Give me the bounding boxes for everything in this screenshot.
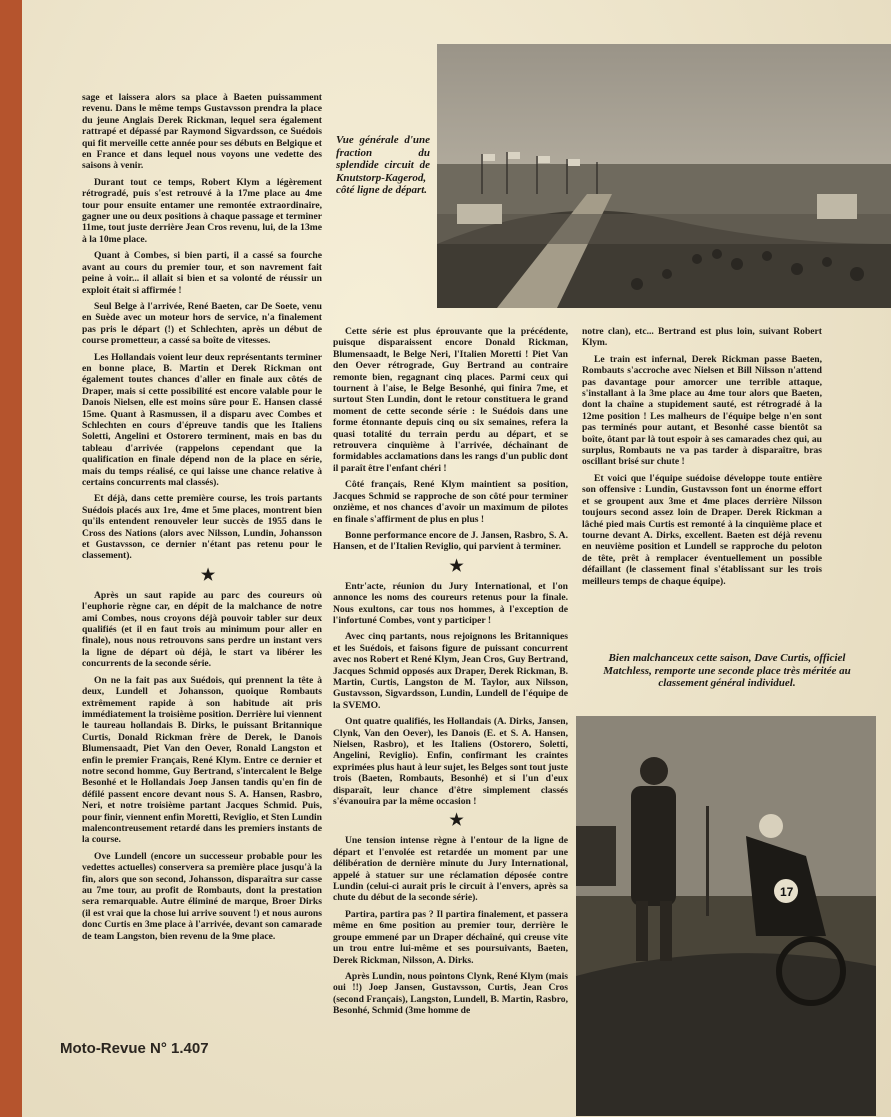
col1-para-7: Après un saut rapide au parc des coureurs où l'euphorie règne car, en dépit de la malchance de notre ami Combes, nous croyons déjà pouvoir tabler sur deux qualifiés (et il en faut trois au minimum pour aller en finale), nous nous retrouvons sans perdre un instant vers la ligne de départ où déjà, le start va libérer les concurrents de la seconde série. <box>82 589 322 670</box>
col2-para-8: Partira, partira pas ? Il partira finalement, et passera même en 6me position au premier tour, derrière le groupe emmené par un Draper déchaîné, qui creuse vite un trou entre lui-même et ses poursuivants, Baeten, Derek Rickman, Nilsson, A. Dirks. <box>333 908 568 966</box>
rider-photo-image <box>576 716 876 1116</box>
col2-para-4: Entr'acte, réunion du Jury International, et l'on annonce les noms des coureurs retenus pour la finale. Nous exultons, car tous nos hommes, à l'exception de l'infortuné Combes, vont y participer ! <box>333 580 568 626</box>
separator-star: ★ <box>449 557 464 575</box>
col1-para-1: sage et laissera alors sa place à Baeten puissamment revenu. Dans le même temps Gustavsson prendra la place du jeune Anglais Derek Rickman, lequel sera également rattrapé et dépassé par Raymond Sigvardsson, ce Suédois qui fit merveille cette année pour ses débuts en Belgique et en France et dans lequel nous voyons une vedette des saisons à venir. <box>82 92 322 172</box>
col2-para-7: Une tension intense règne à l'entour de la ligne de départ et l'envolée est retardée un moment par une délibération de dernière minute du Jury International, appelé à statuer sur une réclamation déposée contre Lundin (celui-ci aurait pris le circuit à l'envers, après sa chute du début de la seconde série). <box>333 835 568 904</box>
caption-right-text: Bien malchanceux cette saison, Dave Curtis, officiel Matchless, remporte une seconde place très méritée au classement général individuel. <box>603 652 851 689</box>
photo-rider <box>576 716 876 1116</box>
col2-para-1: Cette série est plus éprouvante que la précédente, puisque disparaissent encore Donald Rickman, Blumensaadt, le Belge Neri, l'Italien Moretti ! Piet Van den Oever rétrograde, Guy Bertrand au contraire remonte bien, regagnant cinq places. Parmi ceux qui tournent à l'aise, le Belge Besonhé, qui finira 7me, et surtout Sten Lundin, dont le retour constituera le grand moment de cette seconde série : le Suédois dans une forme étonnante depuis cinq ou six semaines, refera la quasi totalité du terrain perdu au départ, et se retrouvera cinquième à l'arrivée, déchaînant de formidables acclamations dans les rangs d'un public dont il paraît être l'enfant chéri ! <box>333 326 568 474</box>
col1-para-9: Ove Lundell (encore un successeur probable pour les vedettes actuelles) conservera sa première place jusqu'à la fin, alors que son second, Johansson, disparaîtra sur casse au 7me tour, au profit de Rombauts, dont la prestation sera remarquable. Autre éliminé de marque, Broer Dirks (il est vrai que la chose lui arrive souvent !) et nous aurons donc Curtis en 3me place à l'arrivée, devant son camarade de team Langston, bien revenu de la 9me place. <box>82 850 322 942</box>
column-3 <box>582 326 822 592</box>
col2-para-6: Ont quatre qualifiés, les Hollandais (A. Dirks, Jansen, Clynk, Van den Oever), les Danois (E. et S. A. Hansen, Nielsen, Rasbro), et les Italiens (Ostorero, Soletti, Angelini, Reviglio). Enfin, confirmant les craintes exprimées plus haut à leur sujet, les Belges sont tout juste trois (Baeten, Rombauts, Besonhé) et si l'un d'eux disparaît, leur chance d'être simplement classés s'évanouira par la même occasion ! <box>333 716 568 808</box>
col1-para-6: Et déjà, dans cette première course, les trois partants Suédois placés aux 1re, 4me et 5me places, montrent bien qu'ils entendent renouveler leur succès de 1955 dans le Cross des Nations (alors avec Nilsson, Lundin, Johansson et Gustavsson, ce dernier n'étant pas retenu pour le classement). <box>82 493 322 562</box>
caption-top-text: Vue générale d'une fraction du splendide circuit de Knutstorp-Kagerod, côté ligne de départ. <box>336 134 430 196</box>
col3-para-3: Et voici que l'équipe suédoise développe toute entière son offensive : Lundin, Gustavsson font un énorme effort et se groupent aux 3me et 4me places derrière Nilsson toujours second assez loin de Draper. Derek Rickman a lâché pied mais Curtis est remonté à la cinquième place et tourne devant A. Dirks, excellent. Baeten est déjà revenu en neuvième position et Lundell se rapproche du peloton de tête, prêt à remplacer éventuellement un possible défaillant (le classement final s'établissant sur les trois meilleurs temps de chaque équipe). <box>582 472 822 587</box>
separator-star: ★ <box>200 566 216 584</box>
page-footer: Moto-Revue N° 1.407 <box>60 1040 209 1057</box>
separator-star: ★ <box>449 812 464 830</box>
col3-para-1: notre clan), etc... Bertrand est plus loin, suivant Robert Klym. <box>582 326 822 349</box>
photo-circuit <box>437 44 891 308</box>
svg-text:17: 17 <box>780 885 794 899</box>
photo-caption-right <box>596 652 858 690</box>
col1-para-8: On ne la fait pas aux Suédois, qui prennent la tête à deux, Lundell et Johansson, quoique Rombauts extrêmement rapide à son habitude ait pris immédiatement la troisième position. Derrière lui viennent le taureau hollandais B. Dirks, le puissant Britannique Curtis, Donald Rickman frère de Derek, le Danois Blumensaadt, Piet Van den Oever, Ronald Langston et enfin le premier Français, René Klym. Entre ce dernier et notre second homme, Guy Bertrand, s'intercalent le Belge Besonhé et le Hollandais Joep Jansen tandis qu'en fin de défilé passent encore devant nous S. A. Hansen, Rasbro, Neri, et notre troisième partant Jacques Schmid. Puis, pour finir, viennent enfin Moretti, Reviglio, et Sten Lundin malencontreusement retardé dans les premiers instants de la course. <box>82 674 322 846</box>
col2-para-5: Avec cinq partants, nous rejoignons les Britanniques et les Suédois, et faisons figure de puissant concurrent avec nos Robert et René Klym, Jean Cros, Guy Bertrand, Jacques Schmid opposés aux Draper, Derek Rickman, B. Martin, Curtis, Langston de M. Taylor, aux Nilsson, Gustavsson, Sigvardsson, Lundin, Lundell de l'équipe de la SVEMO. <box>333 631 568 711</box>
photo-caption-top <box>336 134 430 197</box>
column-1 <box>82 92 322 947</box>
col1-para-2: Durant tout ce temps, Robert Klym a légèrement rétrogradé, puis s'est retrouvé à la 17me place au 4me tour pour ensuite entamer une remontée extraordinaire, gagner une ou deux positions à chaque passage et terminer 11me, tout juste derrière Jean Cros revenu, lui, de la 13me à la 10me place. <box>82 176 322 245</box>
column-2 <box>333 326 568 1022</box>
col1-para-4: Seul Belge à l'arrivée, René Baeten, car De Soete, venu en Suède avec un moteur hors de service, n'a finalement pas pris le départ (!) et Schlechten, après un début de course prometteur, a cassé sa boîte de vitesses. <box>82 300 322 347</box>
col1-para-3: Quant à Combes, si bien parti, il a cassé sa fourche avant au cours du premier tour, et son navrement fait peine à voir... il allait si bien et sa volonté de réussir un exploit était si affirmée ! <box>82 250 322 296</box>
circuit-photo-image <box>437 44 891 308</box>
col1-para-5: Les Hollandais voient leur deux représentants terminer en bonne place, B. Martin et Derek Rickman ont également toutes chances d'aller en finale aux côtés de Draper, mais si cette possibilité est encore valable pour le Danois Nielsen, elle est moins sûre pour E. Hansen classé 15me. Quant à Rasmussen, il a disparu avec Combes et Schlechten en cours d'épreuve tandis que les Italiens Soletti, Angelini et Ostorero terminent, mais en bas du tableau d'arrivée (rappelons cependant que la qualification en finale dépend non de la place en série, mais du temps réalisé, ce qui laisse une chance relative à certains concurrents mal classés). <box>82 351 322 488</box>
col3-para-2: Le train est infernal, Derek Rickman passe Baeten, Rombauts s'accroche avec Nielsen et Bill Nilsson n'attend pas davantage pour amorcer une terrible attaque, s'installant à la 3me place au 4me tour alors que Baeten, dont la chaîne a stupidement sauté, est rétrogradé à la 12me position ! Les malheurs de l'équipe belge n'en sont pas terminés pour autant, et Besonhé casse bientôt sa boîte, ôtant par là tout espoir à ses camarades chez qui, au surplus, Rombauts ne va pas tarder à disparaître, bras oscillant brisé sur chute ! <box>582 353 822 468</box>
col2-para-3: Bonne performance encore de J. Jansen, Rasbro, S. A. Hansen, et de l'Italien Reviglio, qui parvient à terminer. <box>333 529 568 553</box>
col2-para-9: Après Lundin, nous pointons Clynk, René Klym (mais oui !!) Joep Jansen, Gustavsson, Curtis, Jean Cros (second Français), Langston, Lundell, B. Martin, Rasbro, Besonhé, Schmid (3me homme de <box>333 970 568 1017</box>
col2-para-2: Côté français, René Klym maintient sa position, Jacques Schmid se rapproche de son côté pour terminer onzième, et nos chances d'avoir un maximum de pilotes en finale s'affirment de plus en plus ! <box>333 479 568 525</box>
